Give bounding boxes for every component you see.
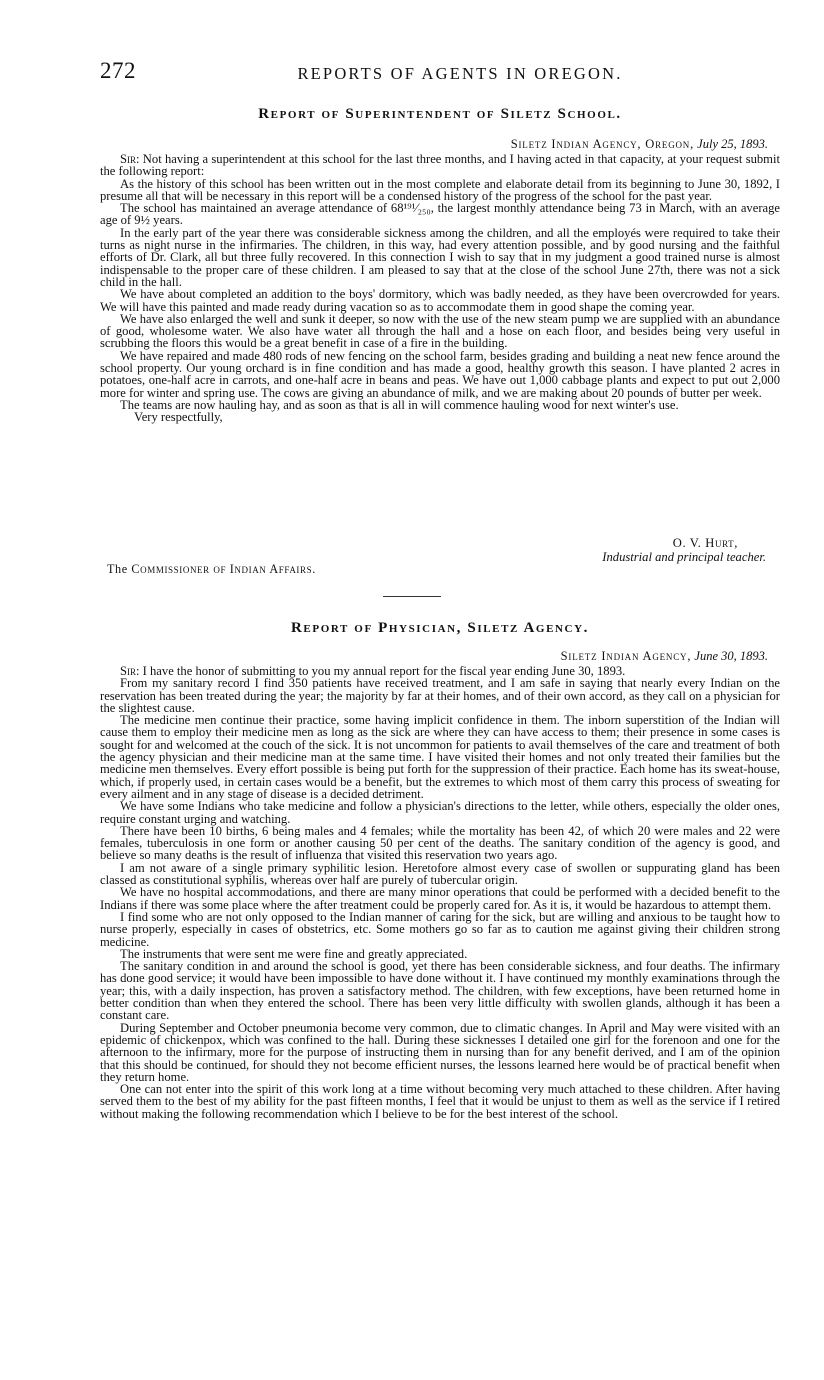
school-paragraph: Sir: Not having a superintendent at this school for the last three months, and I having acted in that capacity, at your request submit the following report: — [100, 152, 780, 179]
school-paragraph: The teams are now hauling hay, and as soon as that is all in will commence hauling wood for next winter's use. — [120, 397, 679, 412]
physician-paragraph: Sir: I have the honor of submitting to you my annual report for the fiscal year ending June 30, 1893. — [120, 664, 626, 678]
physician-paragraph: From my sanitary record I find 350 patients have received treatment, and I am safe in saying that nearly every Indian on the reservation has been treated during the year; the majority by far at their homes, and of their own accord, as they call on a physician for the slightest cause. — [100, 676, 780, 715]
signer-name: O. V. Hurt, — [672, 536, 738, 550]
physician-paragraph: I am not aware of a single primary syphilitic lesion. Heretofore almost every case of swollen or suppurating gland has been classed as constitutional syphilis, whereas over half are purely of tubercular origin. — [100, 860, 780, 888]
physician-paragraph: We have no hospital accommodations, and there are many minor operations that could be performed with a decided benefit to the Indians if there was some place where the after treatment could be properly cared for. As it is, it would be hazardous to attempt them. — [100, 885, 780, 912]
physician-paragraph: There have been 10 births, 6 being males and 4 females; while the mortality has been 42, of which 20 were males and 22 were females, tuberculosis in one form or another causing 50 per cent of the deaths. The sanitary condition of the agency is good, and believe so many deaths is the result of influenza that visited this reservation two years ago. — [100, 823, 780, 863]
section-divider-rule — [383, 596, 441, 597]
physician-report-body — [100, 665, 780, 1120]
addressee-name: Commissioner of Indian Affairs. — [131, 562, 316, 576]
school-closing: Very respectfully, — [134, 410, 223, 425]
school-dateline-place: Siletz Indian Agency, Oregon, — [510, 137, 695, 151]
signer-title: Industrial and principal teacher. — [602, 550, 766, 564]
school-salutation: Sir: — [120, 152, 140, 166]
physician-paragraph: The sanitary condition in and around the school is good, yet there has been considerable sickness, and four deaths. The infirmary has done good service; it would have been impossible to have done without it. I have continued my monthly examinations through the year; this, with a daily inspection, has proven a satisfactory method. The children, with few exceptions, have been returned home in better condition than when they entered the school. There has been very little difficulty with swollen glands, although it has been a constant care. — [100, 959, 780, 1023]
running-header — [100, 58, 780, 88]
physician-report-dateline — [100, 649, 780, 664]
physician-dateline-date: June 30, 1893. — [694, 649, 768, 663]
addressee-the: The — [107, 562, 128, 576]
school-paragraph: We have also enlarged the well and sunk it deeper, so now with the use of the new steam pump we are supplied with an abundance of good, wholesome water. We also have water all through the hall and a hose on each floor, and besides being very useful in scrubbing the floors this would be a great benefit in case of a fire in the building. — [100, 311, 780, 351]
physician-report-heading: Report of Physician, Siletz Agency. — [291, 620, 589, 636]
school-paragraph: The school has maintained an average attendance of 68¹⁹¹⁄₂₅₀, the largest monthly attendance being 73 in March, with an average age of 9½ years. — [100, 201, 780, 228]
school-report-body — [100, 153, 780, 424]
school-dateline-date: July 25, 1893. — [697, 137, 768, 151]
running-title: REPORTS OF AGENTS IN OREGON. — [297, 64, 623, 83]
physician-paragraph: I find some who are not only opposed to the Indian manner of caring for the sick, but are willing and anxious to be taught how to nurse properly, especially in cases of obstetrics, etc. Some mothers go so far as to caution me against giving their children strong medicine. — [100, 909, 780, 949]
physician-paragraph: We have some Indians who take medicine and follow a physician's directions to the letter, while others, especially the older ones, require constant urging and watching. — [100, 799, 780, 826]
school-paragraph: We have repaired and made 480 rods of new fencing on the school farm, besides grading and building a neat new fence around the school property. Our young orchard is in fine condition and has made a good, healthy growth this season. I have planted 2 acres in potatoes, one-half acre in carrots, and one-half acre in beans and peas. We have out 1,000 cabbage plants and expect to put out 2,000 more for winter and spring use. The cows are giving an abundance of milk, and we are making about 20 pounds of butter per week. — [100, 348, 780, 400]
addressee-block — [100, 562, 780, 577]
physician-paragraph: During September and October pneumonia become very common, due to climatic changes. In April and May were visited with an epidemic of chickenpox, which was confined to the hall. During these sicknesses I detailed one girl for the forenoon and one for the afternoon to the infirmary, more for the purpose of instructing them in nursing than for any benefit derived, and I am of the opinion that this should be continued, for should they not become efficient nurses, the lessons learned here would be of practical benefit when they return home. — [100, 1020, 780, 1084]
school-paragraph: In the early part of the year there was considerable sickness among the children, and all the employés were required to take their turns as night nurse in the infirmaries. The children, in this way, had every attention possible, and by good nursing and the faithful efforts of Dr. Clark, all but three fully recovered. In this connection I wish to say that in my judgment a good trained nurse is almost indispensable to the proper care of these children. I am pleased to say that at the close of the school June 27th, there was not a sick child in the hall. — [100, 225, 780, 289]
school-report-heading-block — [100, 106, 780, 123]
school-paragraph: We have about completed an addition to the boys' dormitory, which was badly needed, as they have been overcrowded for years. We will have this painted and made ready during vacation so as to accommodate them in good shape the coming year. — [100, 287, 780, 314]
page-number: 272 — [100, 58, 136, 83]
school-signature — [100, 536, 780, 564]
school-report-heading: Report of Superintendent of Siletz School. — [258, 106, 622, 122]
physician-salutation: Sir: — [120, 664, 140, 678]
physician-paragraph: The medicine men continue their practice, some having implicit confidence in them. The inborn superstition of the Indian will cause them to employ their medicine men as long as the sick are where they can have access to them; their presence in some cases is sought for and welcomed at the couch of the sick. It is not uncommon for patients to avail themselves of the care and treatment of both the agency physician and their medicine man at the same time. I have visited their homes and not only treated their families but the medicine men themselves. Every effort possible is being put forth for the suppression of their practice. Each home has its sweat-house, which, if properly used, in certain cases would be a benefit, but the extremes to which most of them carry this process of sweating for every ailment and in any stage of disease is a decided detriment. — [100, 713, 780, 801]
physician-report-heading-block — [100, 620, 780, 637]
school-paragraph: As the history of this school has been written out in the most complete and elaborate detail from its beginning to June 30, 1892, I presume all that will be necessary in this report will be a condensed history of the progress of the school for the past year. — [100, 176, 780, 203]
physician-paragraph: The instruments that were sent me were fine and greatly appreciated. — [120, 946, 468, 961]
physician-dateline-place: Siletz Indian Agency, — [560, 649, 692, 663]
school-report-dateline — [100, 137, 780, 152]
physician-paragraph: One can not enter into the spirit of this work long at a time without becoming very much attached to these children. After having served them to the best of my ability for the past fifteen months, I feel that it would be unjust to them as well as the service if I retired without making the following recommendation which I believe to be for the best interest of the school. — [100, 1082, 780, 1121]
